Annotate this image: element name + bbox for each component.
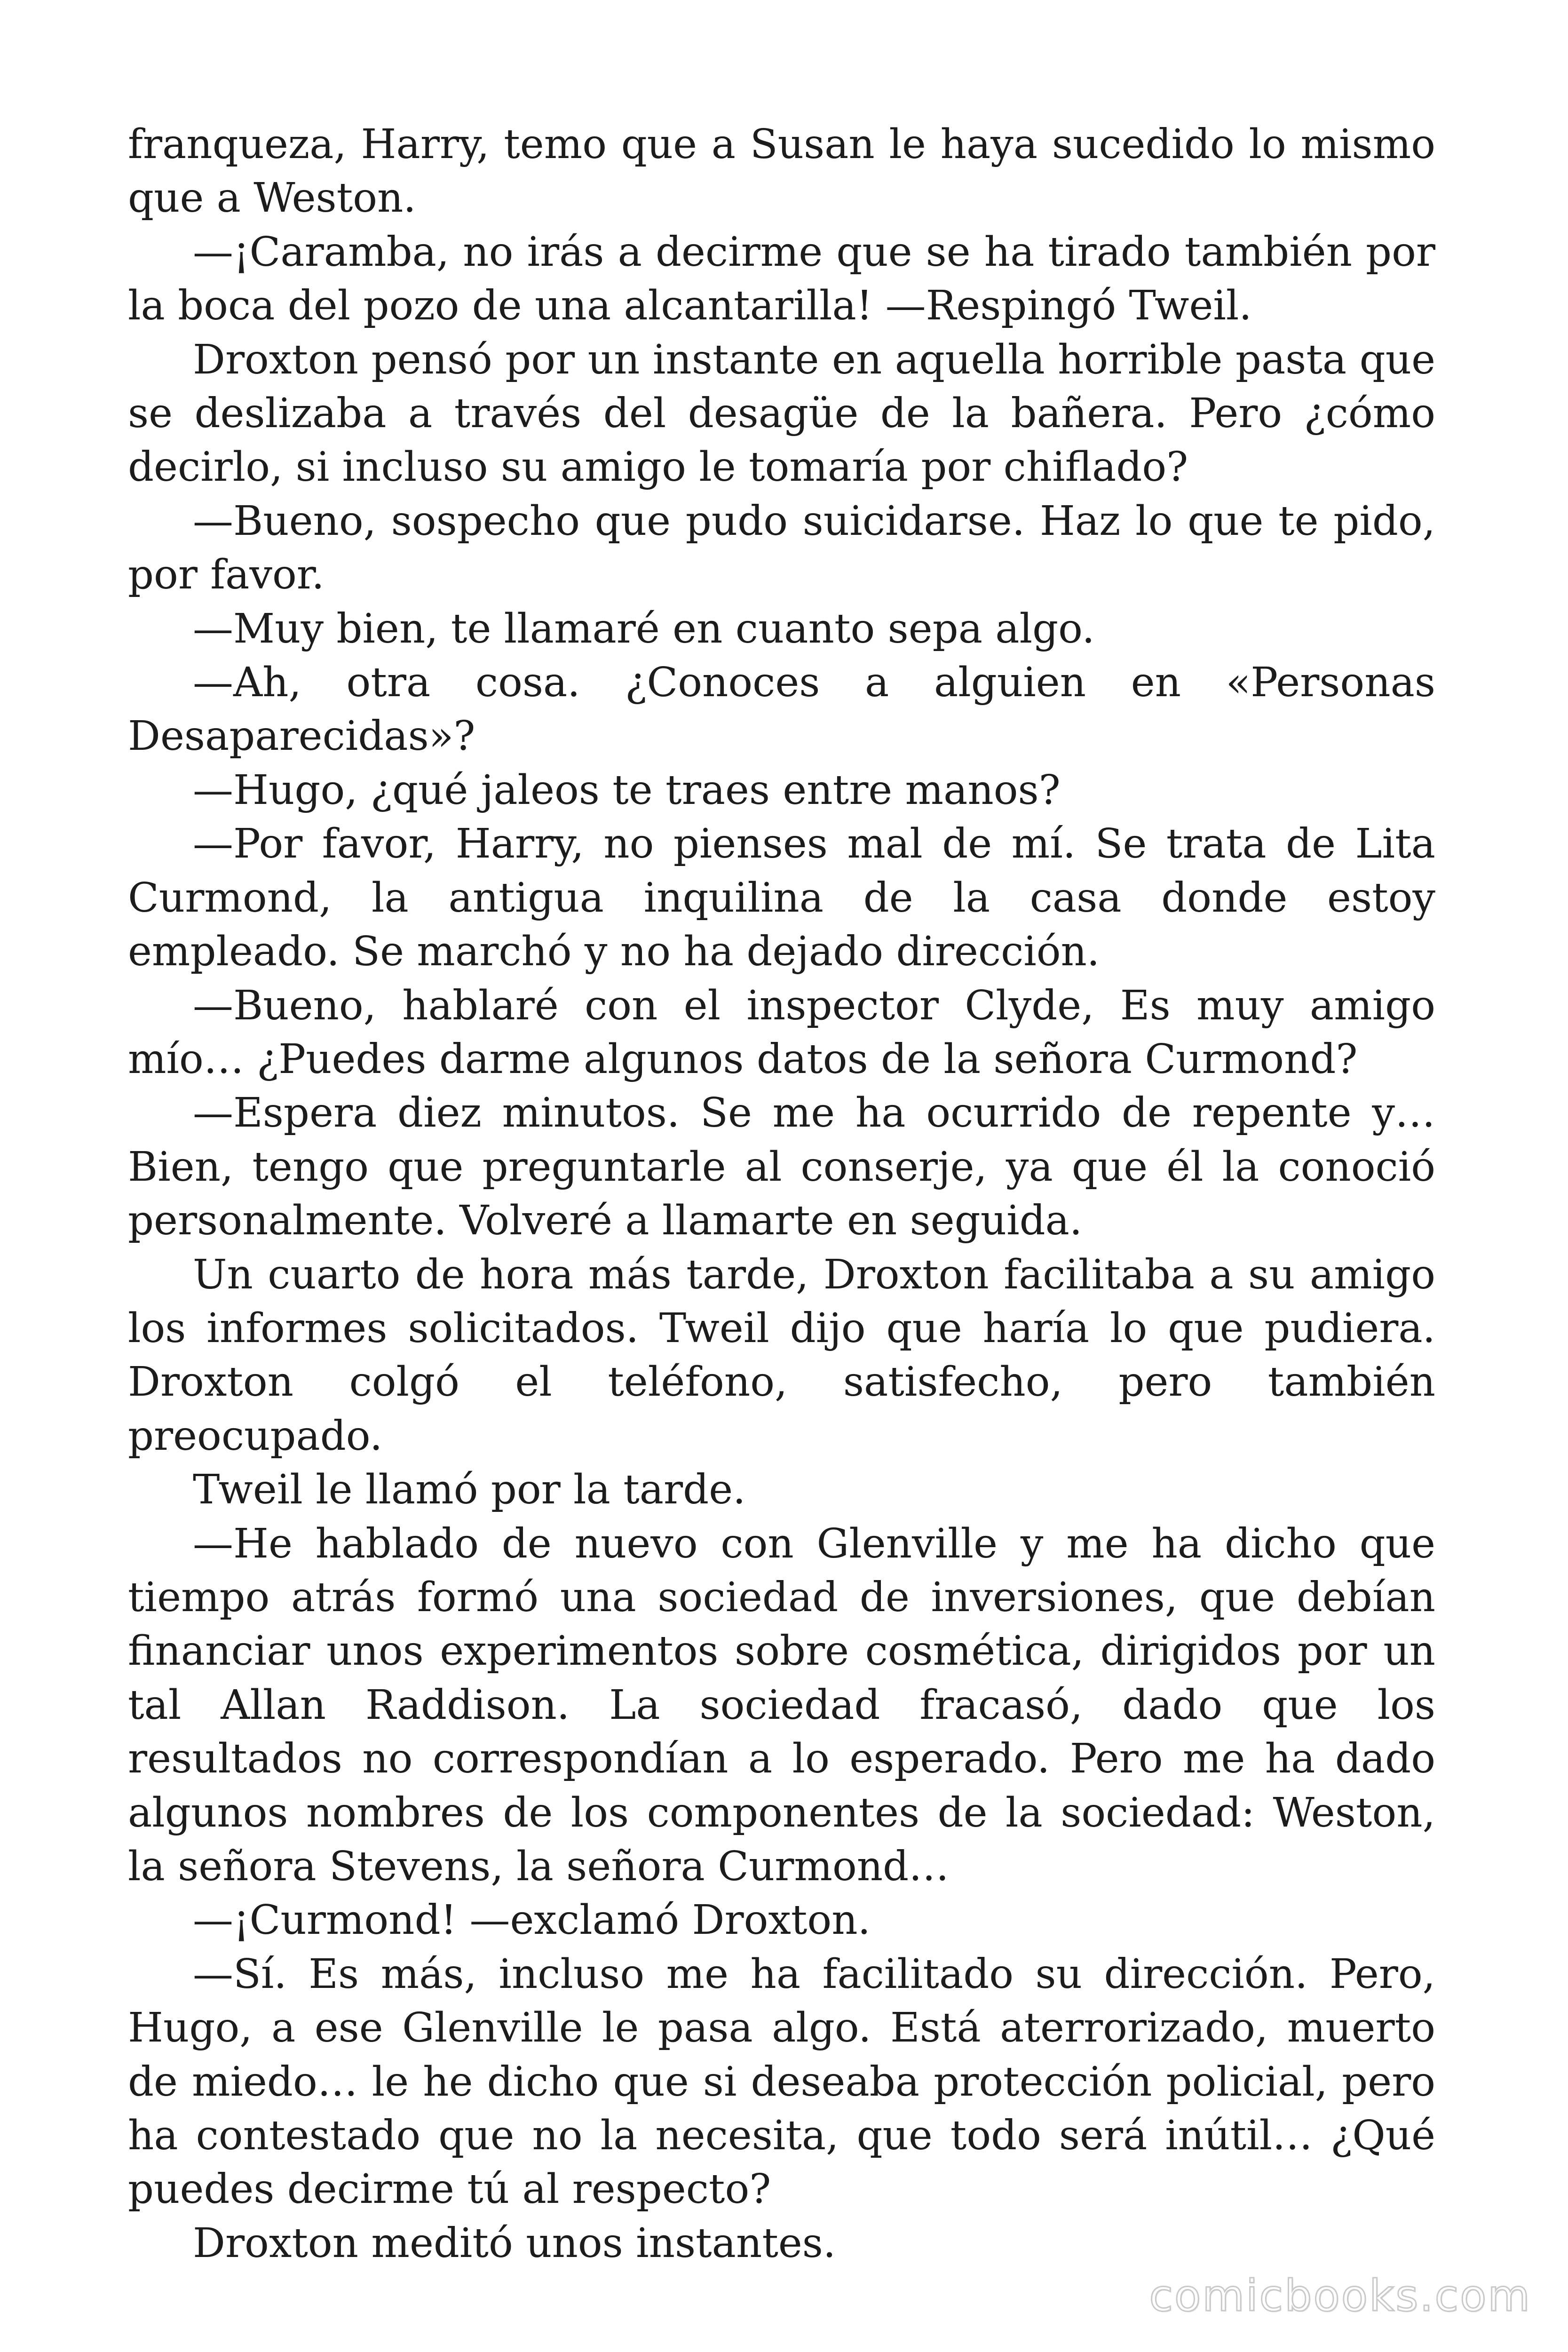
paragraph-3: Droxton pensó por un instante en aquella horrible pasta que se deslizaba a través del desagüe de la bañera. Pero ¿cómo decirlo, si incluso su amigo le tomaría por chiflado? xyxy=(128,336,1435,491)
watermark: comicbooks.com xyxy=(1149,2271,1531,2321)
paragraph-11: Un cuarto de hora más tarde, Droxton facilitaba a su amigo los informes solicitados. Tweil dijo que haría lo que pudiera. Droxton colgó el teléfono, satisfecho, pero también preocupado. xyxy=(128,1251,1435,1460)
paragraph-13: —He hablado de nuevo con Glenville y me ha dicho que tiempo atrás formó una sociedad de inversiones, que debían financiar unos experimentos sobre cosmética, dirigidos por un tal Allan Raddison. La sociedad fracasó, dado que los resultados no correspondían a lo esperado. Pero me ha dado algunos nombres de los componentes de la sociedad: Weston, la señora Stevens, la señora Curmond… xyxy=(128,1520,1435,1890)
paragraph-15: —Sí. Es más, incluso me ha facilitado su dirección. Pero, Hugo, a ese Glenville le pasa algo. Está aterrorizado, muerto de miedo… le he dicho que si deseaba protección policial, pero ha contestado que no la necesita, que todo será inútil… ¿Qué puedes decirme tú al respecto? xyxy=(128,1950,1435,2213)
paragraph-14: —¡Curmond! —exclamó Droxton. xyxy=(193,1897,871,1944)
paragraph-4: —Bueno, sospecho que pudo suicidarse. Haz lo que te pido, por favor. xyxy=(128,497,1435,599)
paragraph-7: —Hugo, ¿qué jaleos te traes entre manos? xyxy=(193,766,1061,814)
paragraph-9: —Bueno, hablaré con el inspector Clyde, Es muy amigo mío… ¿Puedes darme algunos datos de la señora Curmond? xyxy=(128,982,1435,1083)
body-text xyxy=(128,118,1435,2270)
paragraph-2: —¡Caramba, no irás a decirme que se ha tirado también por la boca del pozo de una alcantarilla! —Respingó Tweil. xyxy=(128,228,1435,330)
paragraph-10: —Espera diez minutos. Se me ha ocurrido de repente y… Bien, tengo que preguntarle al conserje, ya que él la conoció personalmente. Volveré a llamarte en seguida. xyxy=(128,1089,1435,1245)
paragraph-5: —Muy bien, te llamaré en cuanto sepa algo. xyxy=(193,605,1095,652)
paragraph-6: —Ah, otra cosa. ¿Conoces a alguien en «Personas Desaparecidas»? xyxy=(128,659,1435,760)
paragraph-16: Droxton meditó unos instantes. xyxy=(193,2219,836,2267)
paragraph-8: —Por favor, Harry, no pienses mal de mí. Se trata de Lita Curmond, la antigua inquilina de la casa donde estoy empleado. Se marchó y no ha dejado dirección. xyxy=(128,820,1435,976)
paragraph-12: Tweil le llamó por la tarde. xyxy=(193,1466,746,1514)
paragraph-1: franqueza, Harry, temo que a Susan le haya sucedido lo mismo que a Weston. xyxy=(128,121,1435,222)
